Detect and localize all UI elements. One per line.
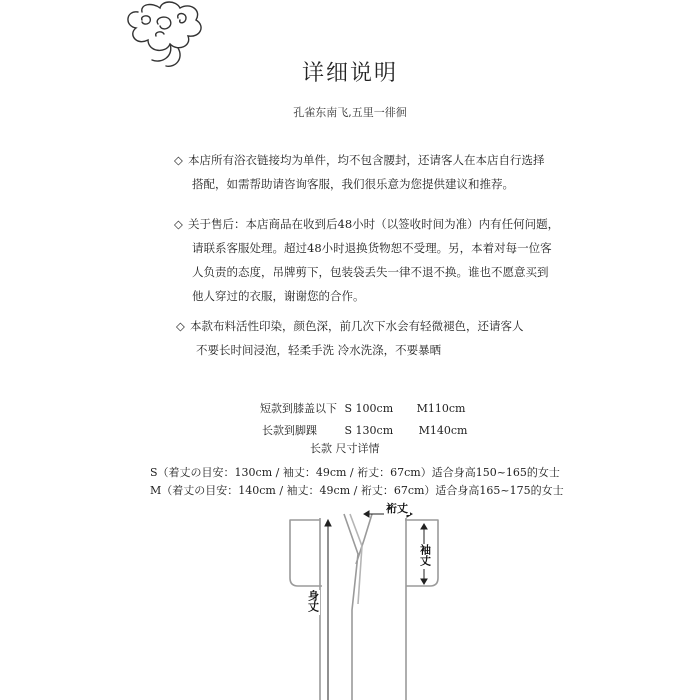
- notice-line: 人负责的态度，吊牌剪下，包装袋丢失一律不退不换。谁也不愿意买到: [192, 265, 549, 279]
- sode-label: 袖丈: [418, 544, 432, 569]
- long-length-label: 长款到脚踝: [262, 424, 317, 437]
- short-length-row: [260, 400, 465, 416]
- collar-outline: [344, 514, 372, 700]
- size-details-title: 长款 尺寸详情: [310, 442, 380, 455]
- notice-line: 他人穿过的衣服，谢谢您的合作。: [192, 289, 365, 303]
- long-length-m: M140cm: [418, 424, 468, 437]
- diamond-bullet-icon: ◇: [176, 319, 185, 333]
- long-length-s: S 130cm: [344, 424, 394, 437]
- notice-2: [174, 212, 559, 308]
- left-sleeve-outline: [290, 520, 322, 586]
- notice-1: [174, 148, 545, 196]
- short-length-s: S 100cm: [344, 402, 394, 415]
- page-title: 详细说明: [301, 61, 398, 86]
- notice-line: 关于售后：本店商品在收到后48小时（以签收时间为准）内有任何问题，: [188, 217, 560, 231]
- size-row-s: S（着丈の目安：130cm / 袖丈：49cm / 裄丈：67cm）适合身高150~165的女士: [150, 466, 560, 479]
- notice-line: 本款布料活性印染，颜色深，前几次下水会有轻微褪色，还请客人: [190, 319, 524, 333]
- notice-line: 本店所有浴衣链接均为单件，均不包含腰封，还请客人在本店自行选择: [188, 153, 545, 167]
- size-row-m: M（着丈の目安：140cm / 袖丈：49cm / 裄丈：67cm）适合身高165~175的女士: [150, 484, 564, 497]
- short-length-m: M110cm: [416, 402, 466, 415]
- notice-line: 搭配，如需帮助请咨询客服，我们很乐意为您提供建议和推荐。: [192, 177, 514, 191]
- long-length-row: [262, 422, 467, 438]
- diamond-bullet-icon: ◇: [174, 217, 183, 231]
- mi-label: 身丈: [306, 590, 320, 615]
- page-subtitle: 孔雀东南飞,五里一徘徊: [293, 106, 407, 119]
- notice-line: 请联系客服处理。超过48小时退换货物恕不受理。另，本着对每一位客: [192, 241, 552, 255]
- notice-line: 不要长时间浸泡，轻柔手洗 冷水洗涤，不要暴晒: [196, 343, 442, 357]
- short-length-label: 短款到膝盖以下: [260, 402, 337, 415]
- diamond-bullet-icon: ◇: [174, 153, 183, 167]
- notice-3: [176, 314, 524, 362]
- yuki-label: 裄丈: [386, 502, 408, 515]
